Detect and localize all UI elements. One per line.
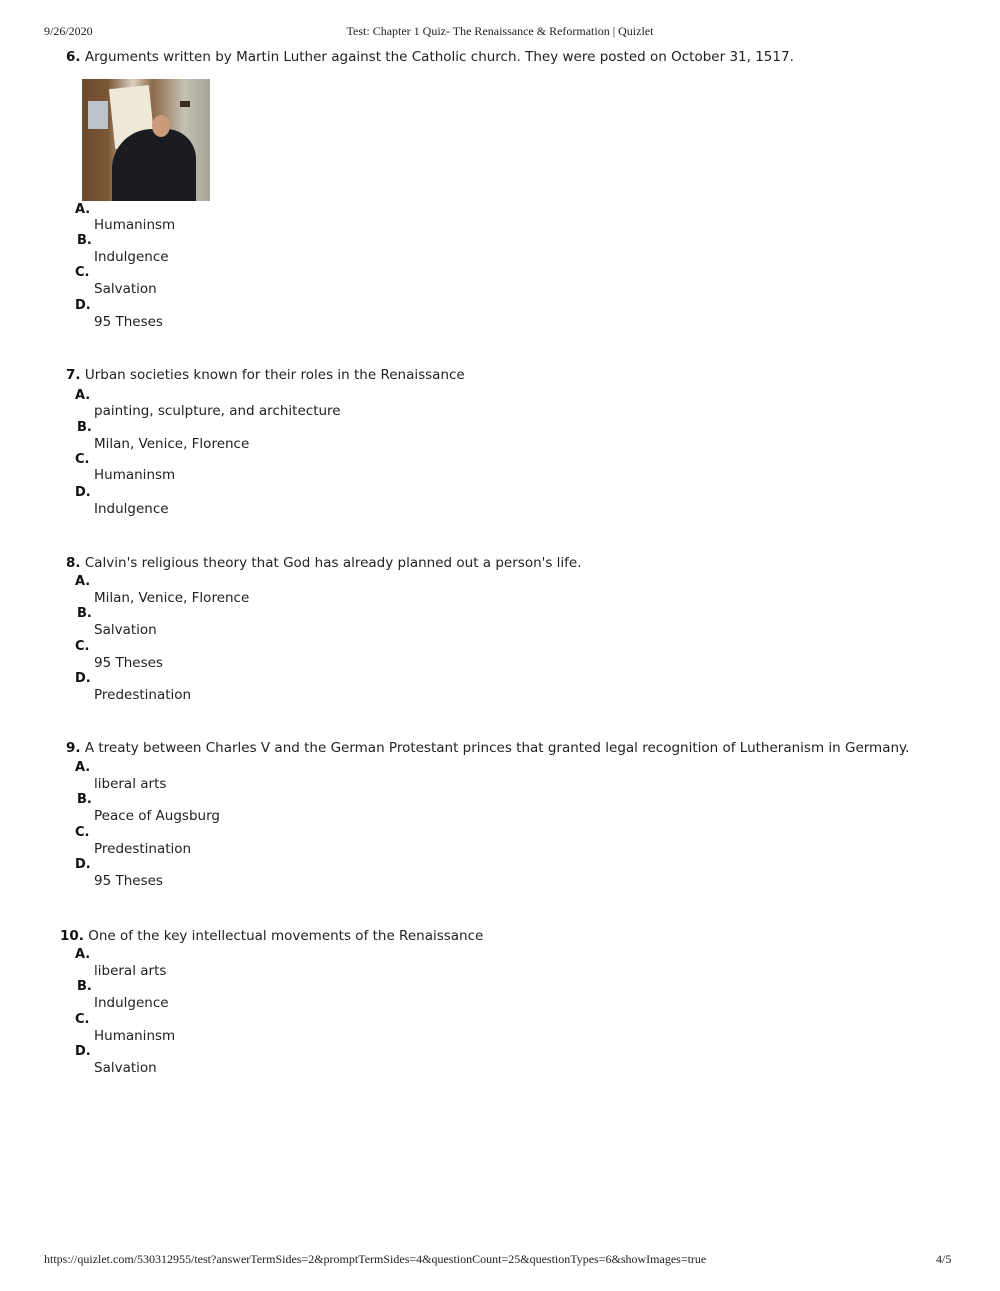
option-c[interactable]: 95 Theses xyxy=(94,655,163,671)
option-b-letter: B. xyxy=(77,420,92,435)
option-a-letter: A. xyxy=(75,202,91,217)
option-d[interactable]: Predestination xyxy=(94,687,192,703)
option-d-letter: D. xyxy=(75,1044,91,1059)
option-b-letter: B. xyxy=(77,233,92,248)
option-a-letter: A. xyxy=(75,574,91,589)
option-c-letter: C. xyxy=(75,639,90,654)
option-a-letter: A. xyxy=(75,947,91,962)
option-b-letter: B. xyxy=(77,792,92,807)
option-c-letter: C. xyxy=(75,452,90,467)
option-c[interactable]: Predestination xyxy=(94,841,192,857)
option-c-letter: C. xyxy=(75,265,90,280)
option-d[interactable]: Indulgence xyxy=(94,501,169,517)
question-prompt: 8. Calvin's religious theory that God has already planned out a person's life. xyxy=(66,555,582,571)
print-date: 9/26/2020 xyxy=(44,24,93,38)
option-d[interactable]: Salvation xyxy=(94,1060,157,1076)
print-footer xyxy=(0,1252,1000,1268)
option-d-letter: D. xyxy=(75,298,91,313)
option-b[interactable]: Peace of Augsburg xyxy=(94,808,220,824)
option-d-letter: D. xyxy=(75,857,91,872)
option-a-letter: A. xyxy=(75,760,91,775)
option-d[interactable]: 95 Theses xyxy=(94,873,163,889)
option-b-letter: B. xyxy=(77,606,92,621)
option-b[interactable]: Milan, Venice, Florence xyxy=(94,436,250,452)
option-c[interactable]: Humaninsm xyxy=(94,467,176,483)
option-c[interactable]: Salvation xyxy=(94,281,157,297)
question-prompt: 6. Arguments written by Martin Luther against the Catholic church. They were posted on October 31, 1517. xyxy=(66,49,794,65)
option-b-letter: B. xyxy=(77,979,92,994)
option-b[interactable]: Salvation xyxy=(94,622,157,638)
question-prompt: 10. One of the key intellectual movements of the Renaissance xyxy=(60,928,484,944)
page-title: Test: Chapter 1 Quiz- The Renaissance & Reformation | Quizlet xyxy=(346,24,654,38)
option-a-letter: A. xyxy=(75,388,91,403)
page-number: 4/5 xyxy=(936,1252,952,1266)
option-a[interactable]: liberal arts xyxy=(94,776,167,792)
option-c[interactable]: Humaninsm xyxy=(94,1028,176,1044)
option-c-letter: C. xyxy=(75,825,90,840)
question-prompt: 7. Urban societies known for their roles in the Renaissance xyxy=(66,367,465,383)
option-c-letter: C. xyxy=(75,1012,90,1027)
option-a[interactable]: Humaninsm xyxy=(94,217,176,233)
option-a[interactable]: painting, sculpture, and architecture xyxy=(94,403,341,419)
option-b[interactable]: Indulgence xyxy=(94,995,169,1011)
option-d[interactable]: 95 Theses xyxy=(94,314,163,330)
option-b[interactable]: Indulgence xyxy=(94,249,169,265)
option-a[interactable]: Milan, Venice, Florence xyxy=(94,590,250,606)
print-header xyxy=(0,24,1000,40)
question-prompt: 9. A treaty between Charles V and the German Protestant princes that granted legal recognition of Lutheranism in Germany. xyxy=(66,740,910,756)
option-d-letter: D. xyxy=(75,671,91,686)
option-d-letter: D. xyxy=(75,485,91,500)
martin-luther-image xyxy=(82,79,210,201)
page-url: https://quizlet.com/530312955/test?answerTermSides=2&promptTermSides=4&questionCount=25&questionTypes=6&showImages=true xyxy=(44,1252,707,1266)
option-a[interactable]: liberal arts xyxy=(94,963,167,979)
